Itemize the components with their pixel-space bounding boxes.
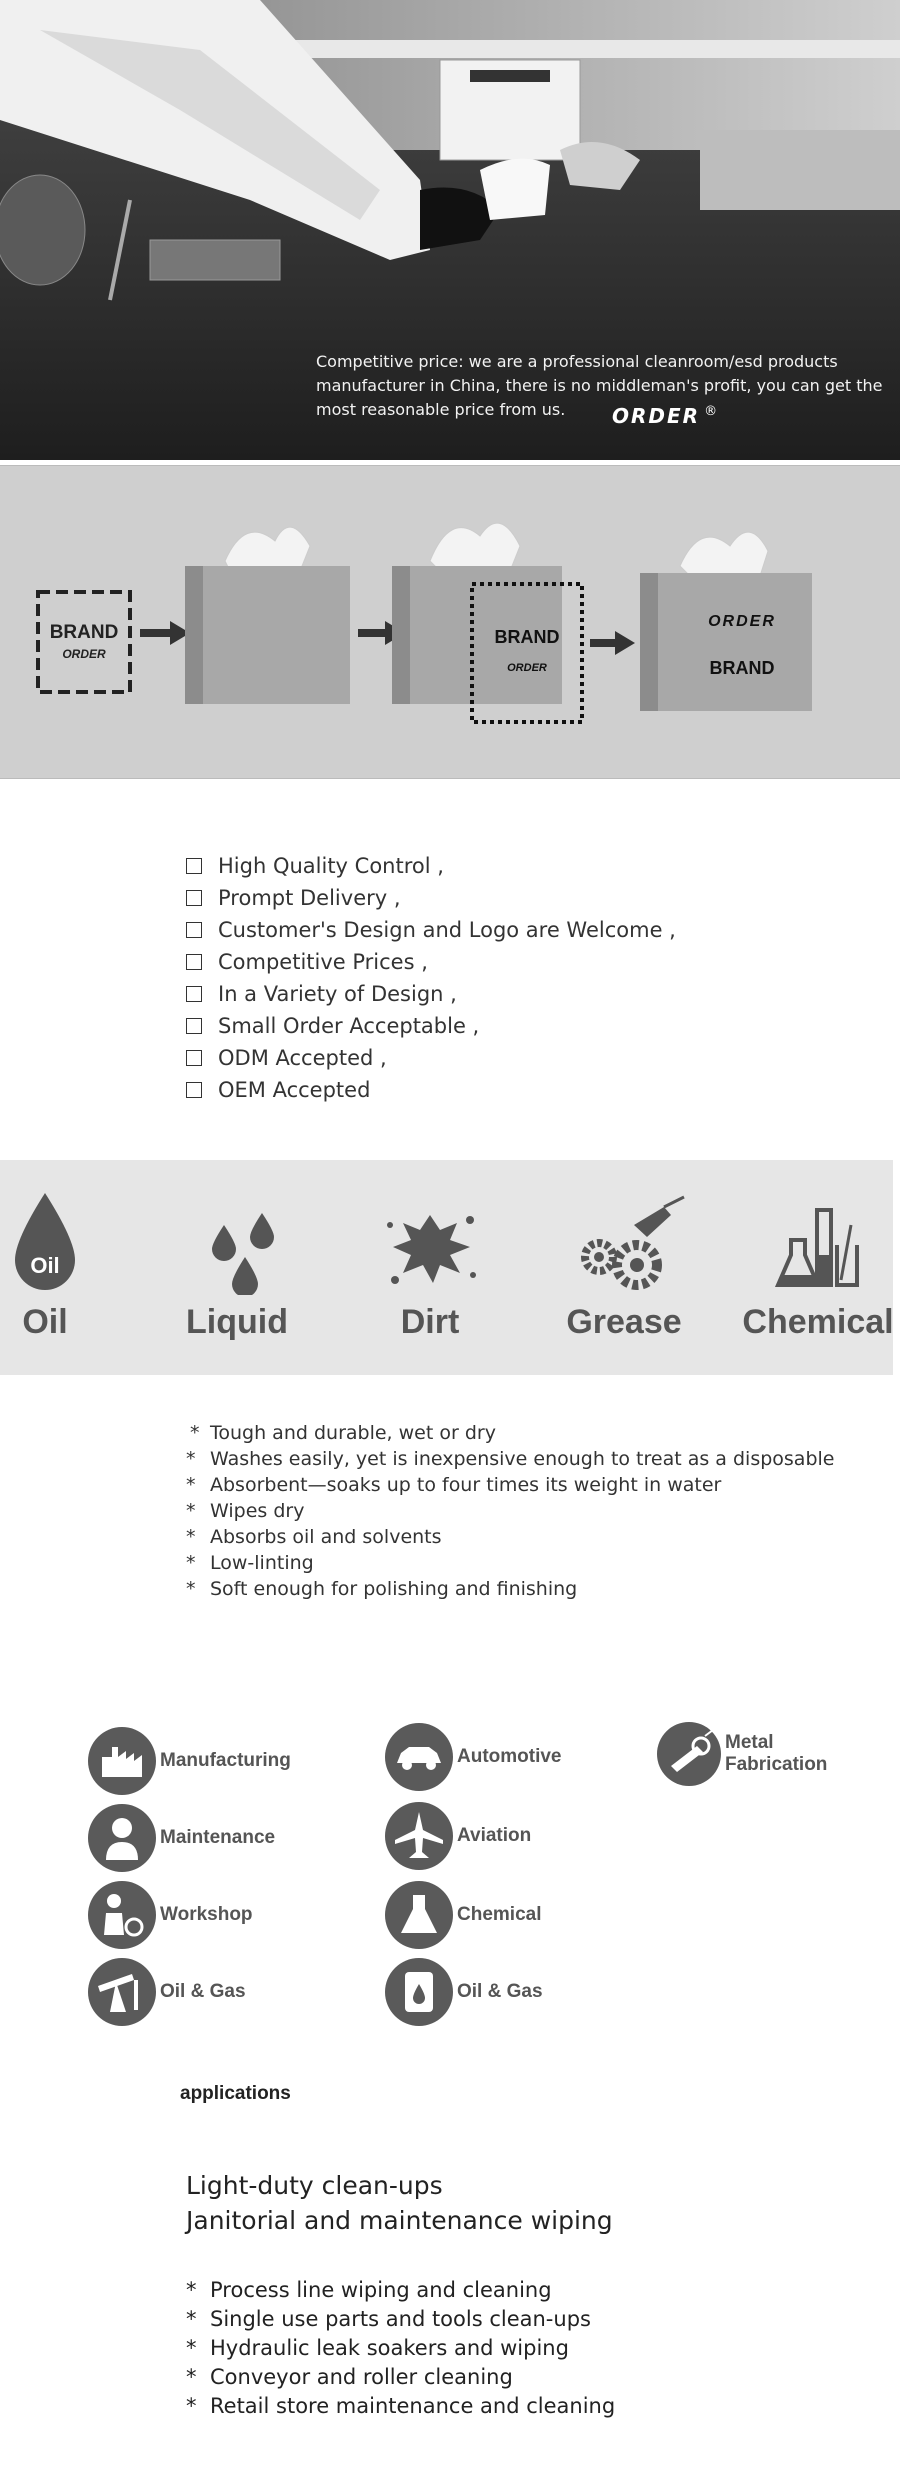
checkbox-icon (186, 1082, 202, 1098)
flasks-icon (733, 1185, 900, 1295)
bullet-star: * (186, 1552, 196, 1574)
oil-barrel-icon (385, 1958, 453, 2026)
grinder-icon (657, 1722, 721, 1786)
industry-aviation (385, 1802, 531, 1870)
hero-logo (612, 404, 719, 428)
category-liquid (152, 1160, 322, 1375)
industry-automotive (385, 1723, 562, 1791)
category-oil (0, 1160, 130, 1375)
checkbox-icon (186, 890, 202, 906)
list-item: * Conveyor and roller cleaning (186, 2365, 513, 2389)
checkbox-icon (186, 858, 202, 874)
airplane-icon (385, 1802, 453, 1870)
arrow-icon (140, 621, 190, 645)
applications-heading: applications (180, 2083, 291, 2104)
svg-text:BRAND: BRAND (709, 658, 775, 678)
industry-label: Automotive (457, 1746, 562, 1767)
list-item: ODM Accepted , (186, 1042, 676, 1074)
hero-caption: Competitive price: we are a professional cleanroom/esd products manufacturer in China, there is no middleman's profit, you can get the most reasonable price from us. (316, 352, 883, 419)
list-item: * Single use parts and tools clean-ups (186, 2307, 591, 2331)
checkbox-icon (186, 986, 202, 1002)
category-label: Liquid (186, 1303, 288, 1341)
tissue-box-plain (185, 527, 350, 704)
checkbox-icon (186, 954, 202, 970)
uses-list (186, 2276, 615, 2421)
industry-label: Oil & Gas (160, 1981, 246, 2002)
list-item: * Soft enough for polishing and finishing (186, 1578, 578, 1600)
svg-text:BRAND: BRAND (494, 627, 560, 647)
workshop-icon (88, 1881, 156, 1949)
list-item: In a Variety of Design , (186, 978, 676, 1010)
industry-oil-gas-barrel (385, 1958, 543, 2026)
brand-label-text: BRAND (49, 622, 119, 643)
bullet-star: * (186, 1578, 196, 1600)
list-item: * Washes easily, yet is inexpensive enough to treat as a disposable (186, 1448, 835, 1470)
branding-process-illustration (0, 466, 900, 778)
branding-process-banner (0, 465, 900, 779)
category-dirt (345, 1160, 515, 1375)
industry-label: Aviation (457, 1825, 532, 1846)
industry-label: Manufacturing (160, 1750, 291, 1771)
mechanic-icon (88, 1804, 156, 1872)
liquid-drops-icon (152, 1185, 322, 1295)
svg-text:Oil: Oil (30, 1253, 60, 1278)
list-item: * Low-linting (186, 1552, 314, 1574)
industry-maintenance (88, 1804, 275, 1872)
light-duty-text: Light-duty clean-ups Janitorial and maintenance wiping (186, 2171, 613, 2235)
category-label: Chemical (742, 1303, 894, 1341)
factory-icon (88, 1727, 156, 1795)
category-chemical (733, 1160, 900, 1375)
bullet-star: * (190, 1422, 200, 1444)
industry-label: Workshop (160, 1904, 253, 1925)
list-item: * Wipes dry (186, 1500, 305, 1522)
category-label: Oil (22, 1303, 68, 1341)
list-item: * Tough and durable, wet or dry (186, 1420, 834, 1446)
bullet-star: * (186, 1526, 196, 1548)
industry-metal-fabrication (657, 1722, 827, 1786)
flask-icon (385, 1881, 453, 1949)
advantages-checklist (186, 850, 676, 1106)
industry-label: Oil & Gas (457, 1981, 543, 2002)
list-item: * Absorbs oil and solvents (186, 1526, 442, 1548)
pumpjack-icon (88, 1958, 156, 2026)
list-item: * Process line wiping and cleaning (186, 2278, 552, 2302)
list-item: * Absorbent—soaks up to four times its weight in water (186, 1474, 722, 1496)
bullet-star: * (186, 1500, 196, 1522)
industry-label: Metal Fabrication (725, 1732, 828, 1775)
industry-label: Chemical (457, 1904, 542, 1925)
hero-banner (0, 0, 900, 460)
svg-text:ORDER: ORDER (507, 662, 547, 674)
bullet-star: * (186, 1448, 196, 1470)
gears-oilcan-icon (539, 1185, 709, 1295)
checkbox-icon (186, 922, 202, 938)
industry-chemical (385, 1881, 541, 1949)
checkbox-icon (186, 1050, 202, 1066)
car-icon (385, 1723, 453, 1791)
oil-drop-icon (0, 1185, 130, 1295)
dirt-splat-icon (345, 1185, 515, 1295)
svg-text:ORDER: ORDER (708, 613, 776, 630)
industry-manufacturing (88, 1727, 291, 1795)
tissue-box-branded (640, 532, 812, 711)
list-item: * Hydraulic leak soakers and wiping (186, 2336, 569, 2360)
industry-oil-gas (88, 1958, 246, 2026)
arrow-icon (590, 631, 635, 655)
list-item: OEM Accepted (186, 1074, 676, 1106)
list-item: Competitive Prices , (186, 946, 676, 978)
registered-mark: ® (704, 404, 720, 420)
category-grease (539, 1160, 709, 1375)
list-item: Prompt Delivery , (186, 882, 676, 914)
checkbox-icon (186, 1018, 202, 1034)
industry-label: Maintenance (160, 1827, 276, 1848)
list-item: * Retail store maintenance and cleaning (186, 2394, 616, 2418)
hero-logo-text: ORDER (612, 404, 701, 428)
features-list (186, 1420, 834, 1602)
order-label-text: ORDER (62, 647, 106, 661)
absorbs-categories (0, 1160, 893, 1375)
tissue-box-labeling (392, 523, 582, 722)
category-label: Grease (566, 1303, 682, 1341)
list-item: High Quality Control , (186, 850, 676, 882)
list-item: Small Order Acceptable , (186, 1010, 676, 1042)
bullet-star: * (186, 1474, 196, 1496)
list-item: Customer's Design and Logo are Welcome , (186, 914, 676, 946)
industry-workshop (88, 1881, 253, 1949)
category-label: Dirt (400, 1303, 460, 1341)
